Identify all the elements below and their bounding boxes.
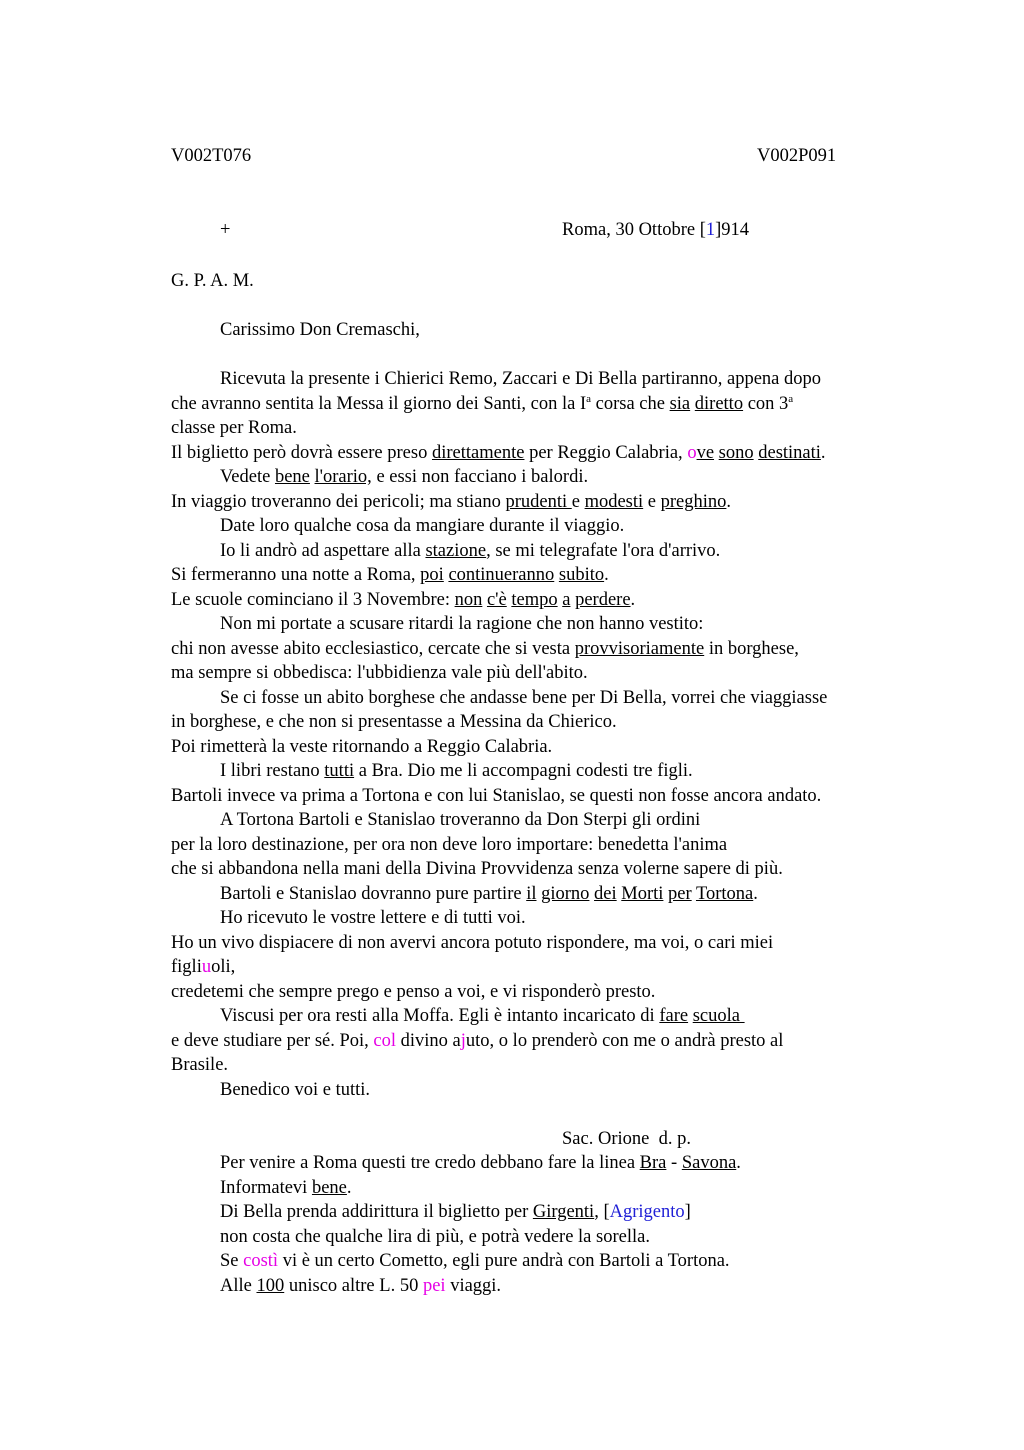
letter-line: ma sempre si obbedisca: l'ubbidienza vale più dell'abito. — [171, 663, 588, 683]
postscript-line: Informatevi bene. — [220, 1177, 352, 1198]
postscript-line: non costa che qualche lira di più, e potrà vedere la sorella. — [220, 1226, 650, 1247]
letter-line: per la loro destinazione, per ora non deve loro importare: benedetta l'anima — [171, 834, 728, 855]
letter-line: Si fermeranno una notte a Roma, poi continueranno subito. — [171, 565, 609, 585]
letter-line: Ho ricevuto le vostre lettere e di tutti voi. — [220, 908, 526, 928]
letter-line: classe per Roma. — [171, 418, 297, 438]
letter-line: Io li andrò ad aspettare alla stazione, se mi telegrafate l'ora d'arrivo. — [220, 540, 721, 561]
letter-line: Vedete bene l'orario, e essi non facciano i balordi. — [220, 467, 589, 487]
postscript-line: Di Bella prenda addirittura il biglietto per Girgenti, [Agrigento] — [220, 1202, 691, 1222]
letter-line: A Tortona Bartoli e Stanislao troveranno da Don Sterpi gli ordini — [220, 810, 701, 830]
letter-line: Brasile. — [171, 1055, 229, 1075]
letter-line: Le scuole cominciano il 3 Novembre: non c'è tempo a perdere. — [171, 589, 636, 610]
salutation-top: G. P. A. M. — [171, 271, 254, 291]
letter-line: Poi rimetterà la veste ritornando a Reggio Calabria. — [171, 736, 553, 757]
letter-line: Benedico voi e tutti. — [220, 1079, 371, 1100]
letter-line: Viscusi per ora resti alla Moffa. Egli è intanto incaricato di fare scuola — [220, 1006, 745, 1026]
letter-line: figliuoli, — [171, 957, 236, 977]
letter-line: In viaggio troveranno dei pericoli; ma stiano prudenti e modesti e preghino. — [171, 491, 732, 512]
letter-line: Bartoli invece va prima a Tortona e con lui Stanislao, se questi non fosse ancora andato. — [171, 785, 822, 806]
postscript-line: Se costì vi è un certo Cometto, egli pure andrà con Bartoli a Tortona. — [220, 1251, 730, 1271]
letter-body — [171, 220, 911, 1298]
signature: Sac. Orione d. p. — [562, 1128, 691, 1149]
letter-line: in borghese, e che non si presentasse a Messina da Chierico. — [171, 712, 617, 732]
letter-date: Roma, 30 Ottobre [1]914 — [562, 220, 750, 240]
letter-line: che avranno sentita la Messa il giorno dei Santi, con la $I^a$ corsa che sia diretto con 3$^a$ — [171, 392, 794, 414]
letter-line: I libri restano tutti a Bra. Dio me li accompagni codesti tre figli. — [220, 761, 693, 781]
restored-digit: 1 — [705, 220, 716, 240]
letter-line: credetemi che sempre prego e penso a voi, e vi risponderò presto. — [171, 981, 656, 1002]
letter-line: Bartoli e Stanislao dovranno pure partire il giorno dei Morti per Tortona. — [220, 883, 758, 904]
letter-line: Se ci fosse un abito borghese che andasse bene per Di Bella, vorrei che viaggiasse — [220, 687, 828, 708]
postscript-line: Alle 100 unisco altre L. 50 pei viaggi. — [220, 1275, 502, 1296]
letter-line: Ricevuta la presente i Chierici Remo, Zaccari e Di Bella partiranno, appena dopo — [220, 369, 822, 389]
letter-line: Il biglietto però dovrà essere preso direttamente per Reggio Calabria, ove sono destinati. — [171, 442, 826, 463]
letter-line: Ho un vivo dispiacere di non avervi ancora potuto rispondere, ma voi, o cari miei — [171, 932, 774, 953]
postscript-line: Per venire a Roma questi tre credo debbano fare la linea Bra - Savona. — [220, 1153, 741, 1173]
greeting: Carissimo Don Cremaschi, — [220, 320, 420, 340]
letter-line: chi non avesse abito ecclesiastico, cercate che si vesta provvisoriamente in borghese, — [171, 638, 799, 659]
cross-symbol: + — [220, 220, 231, 240]
letter-line: Non mi portate a scusare ritardi la ragione che non hanno vestito: — [220, 614, 704, 634]
letter-line: e deve studiare per sé. Poi, col divino ajuto, o lo prenderò con me o andrà presto al — [171, 1030, 784, 1051]
document-code-right: V002P091 — [757, 146, 837, 166]
letter-line: Date loro qualche cosa da mangiare durante il viaggio. — [220, 516, 625, 536]
letter-line: che si abbandona nella mani della Divina Provvidenza senza volerne sapere di più. — [171, 859, 783, 879]
document-code-left: V002T076 — [171, 146, 252, 166]
